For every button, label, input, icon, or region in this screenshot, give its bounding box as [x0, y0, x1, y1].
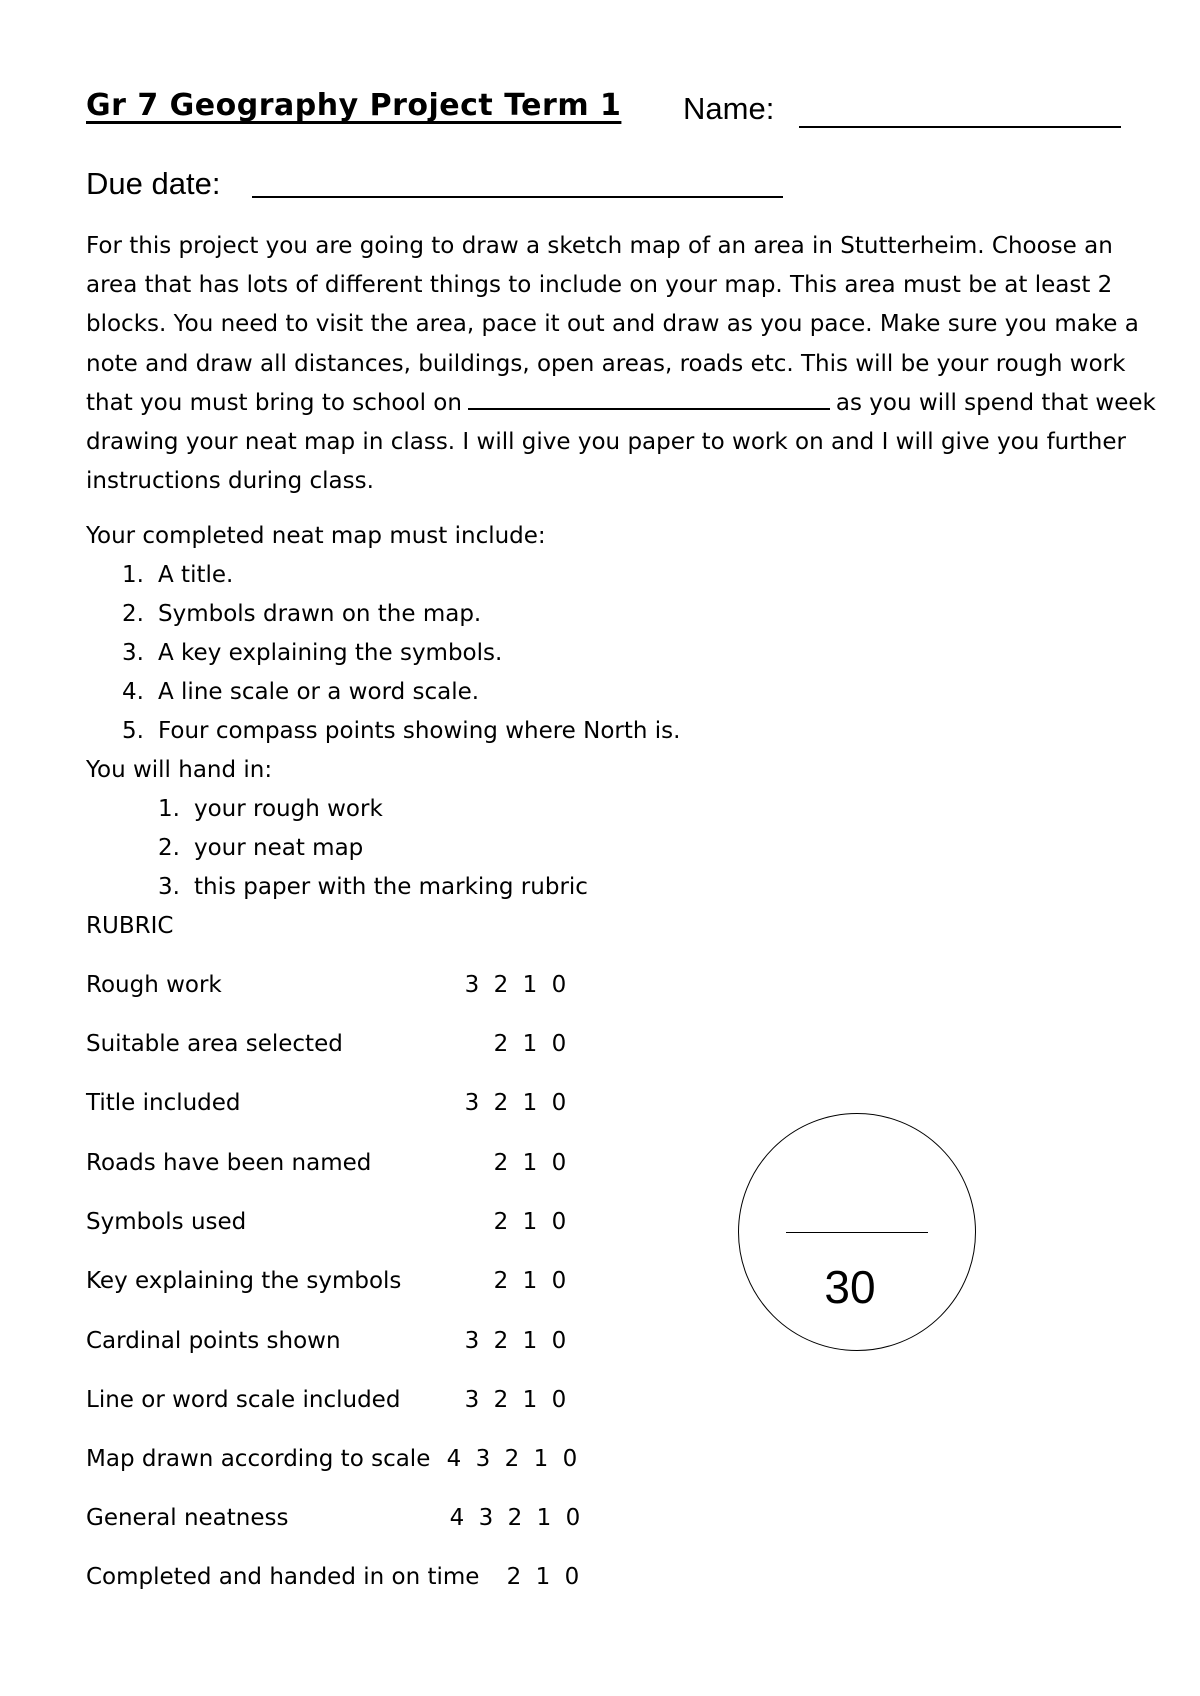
rubric-score: 2	[506, 1564, 523, 1590]
rubric-score: 2	[493, 1150, 510, 1176]
requirement-text: A line scale or a word scale.	[158, 679, 480, 705]
page-title: Gr 7 Geography Project Term 1	[86, 88, 622, 123]
rubric-scores	[487, 1268, 574, 1294]
requirement-number: 3.	[122, 640, 144, 666]
requirement-text: Symbols drawn on the map.	[158, 601, 482, 627]
rubric-score: 4	[446, 1446, 463, 1472]
rubric-score: 4	[449, 1505, 466, 1531]
rubric-scores	[458, 972, 574, 998]
requirement-item	[122, 562, 233, 588]
rubric-scores	[500, 1564, 587, 1590]
total-marks: 30	[824, 1261, 876, 1313]
intro-line: drawing your neat map in class. I will give you paper to work on and I will give you further	[86, 429, 1126, 456]
rubric-score: 0	[562, 1446, 579, 1472]
requirements-heading: Your completed neat map must include:	[86, 523, 546, 549]
rubric-criterion: Suitable area selected	[86, 1031, 343, 1057]
rubric-scores	[458, 1328, 574, 1354]
rubric-score: 3	[475, 1446, 492, 1472]
due-date-blank-line	[252, 196, 783, 198]
rubric-score: 0	[551, 1150, 568, 1176]
hand-in-heading: You will hand in:	[86, 757, 273, 783]
rubric-score: 2	[504, 1446, 521, 1472]
intro-line: blocks. You need to visit the area, pace it out and draw as you pace. Make sure you make a	[86, 311, 1139, 338]
rubric-score: 2	[493, 1328, 510, 1354]
intro-line-with-blank	[86, 384, 1166, 423]
rubric-criterion: Roads have been named	[86, 1150, 372, 1176]
rubric-score: 2	[493, 1268, 510, 1294]
hand-in-number: 1.	[158, 796, 180, 822]
hand-in-item	[158, 796, 383, 822]
due-date-label: Due date:	[86, 166, 221, 201]
requirement-item	[122, 640, 502, 666]
rubric-score: 2	[493, 1031, 510, 1057]
hand-in-text: your neat map	[194, 835, 364, 861]
hand-in-text: this paper with the marking rubric	[194, 874, 588, 900]
school-date-blank-line	[468, 388, 830, 410]
requirement-text: A title.	[158, 562, 234, 588]
score-fraction-line	[786, 1232, 928, 1233]
rubric-score: 2	[493, 1209, 510, 1235]
rubric-criterion: Cardinal points shown	[86, 1328, 341, 1354]
hand-in-number: 3.	[158, 874, 180, 900]
rubric-criterion: Rough work	[86, 972, 222, 998]
requirement-number: 1.	[122, 562, 144, 588]
rubric-scores	[487, 1209, 574, 1235]
hand-in-item	[158, 874, 588, 900]
rubric-score: 1	[522, 1209, 539, 1235]
rubric-score: 1	[522, 1387, 539, 1413]
rubric-criterion: Line or word scale included	[86, 1387, 401, 1413]
name-label: Name:	[683, 91, 775, 126]
rubric-scores	[443, 1505, 588, 1531]
hand-in-text: your rough work	[194, 796, 383, 822]
rubric-score: 3	[464, 1090, 481, 1116]
rubric-score: 3	[478, 1505, 495, 1531]
rubric-score: 1	[536, 1505, 553, 1531]
rubric-score: 0	[551, 972, 568, 998]
rubric-score: 2	[507, 1505, 524, 1531]
rubric-criterion: Symbols used	[86, 1209, 247, 1235]
hand-in-number: 2.	[158, 835, 180, 861]
requirement-item	[122, 679, 479, 705]
rubric-criterion: Key explaining the symbols	[86, 1268, 402, 1294]
rubric-score: 1	[535, 1564, 552, 1590]
requirement-number: 2.	[122, 601, 144, 627]
hand-in-item	[158, 835, 363, 861]
rubric-score: 1	[522, 972, 539, 998]
rubric-score: 0	[551, 1031, 568, 1057]
rubric-score: 0	[565, 1505, 582, 1531]
rubric-scores	[487, 1150, 574, 1176]
requirement-number: 5.	[122, 718, 144, 744]
rubric-score: 2	[493, 1387, 510, 1413]
rubric-score: 1	[533, 1446, 550, 1472]
intro-line: instructions during class.	[86, 468, 374, 495]
intro-line: area that has lots of different things to include on your map. This area must be at least 2	[86, 272, 1113, 299]
intro-line-start: that you must bring to school on	[86, 389, 462, 416]
rubric-score: 1	[522, 1031, 539, 1057]
rubric-score: 0	[551, 1387, 568, 1413]
intro-line: note and draw all distances, buildings, open areas, roads etc. This will be your rough work	[86, 350, 1126, 377]
rubric-score: 1	[522, 1150, 539, 1176]
rubric-criterion: General neatness	[86, 1505, 289, 1531]
rubric-scores	[458, 1090, 574, 1116]
rubric-scores	[458, 1387, 574, 1413]
rubric-criterion: Completed and handed in on time	[86, 1564, 480, 1590]
intro-paragraph	[86, 227, 1166, 501]
intro-line: For this project you are going to draw a sketch map of an area in Stutterheim. Choose an	[86, 233, 1113, 259]
rubric-criterion: Title included	[86, 1090, 241, 1116]
rubric-score: 0	[551, 1328, 568, 1354]
rubric-score: 0	[551, 1268, 568, 1294]
rubric-score: 2	[493, 1090, 510, 1116]
rubric-heading: RUBRIC	[86, 913, 174, 939]
requirement-text: Four compass points showing where North is.	[158, 718, 681, 744]
rubric-score: 0	[551, 1090, 568, 1116]
requirement-item	[122, 601, 481, 627]
name-blank-line	[799, 126, 1121, 128]
rubric-score: 0	[564, 1564, 581, 1590]
rubric-score: 1	[522, 1268, 539, 1294]
rubric-score: 3	[464, 1387, 481, 1413]
intro-line-end: as you will spend that week	[835, 389, 1156, 416]
rubric-score: 3	[464, 1328, 481, 1354]
requirement-item	[122, 718, 680, 744]
rubric-score: 2	[493, 972, 510, 998]
requirement-number: 4.	[122, 679, 144, 705]
rubric-score: 1	[522, 1328, 539, 1354]
requirement-text: A key explaining the symbols.	[158, 640, 503, 666]
rubric-criterion: Map drawn according to scale	[86, 1446, 431, 1472]
rubric-scores	[487, 1031, 574, 1057]
rubric-scores	[440, 1446, 585, 1472]
rubric-score: 1	[522, 1090, 539, 1116]
rubric-score: 0	[551, 1209, 568, 1235]
rubric-score: 3	[464, 972, 481, 998]
